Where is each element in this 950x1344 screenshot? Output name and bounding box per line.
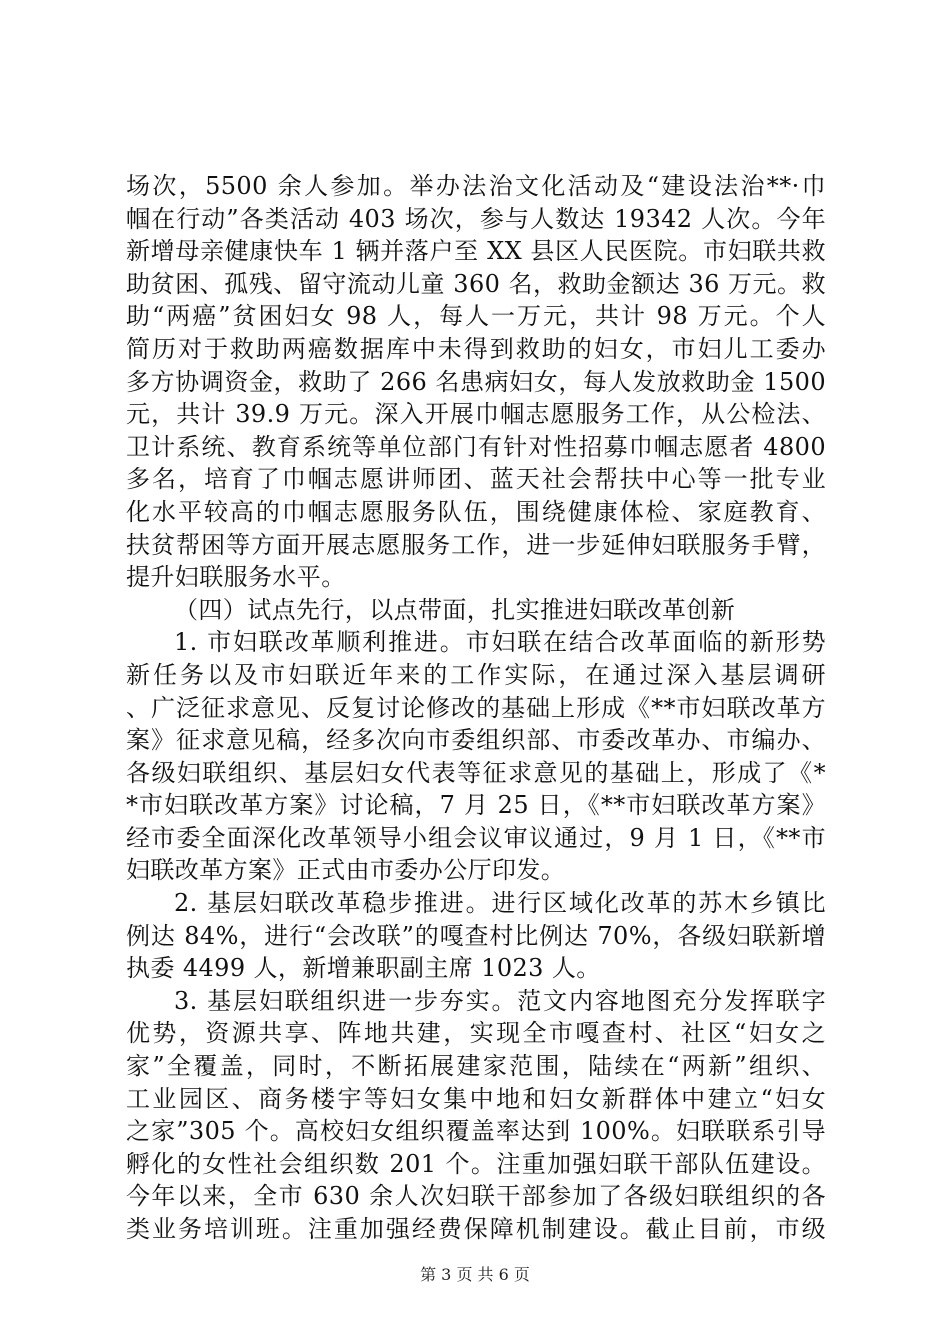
- text-line: 元，共计 39.9 万元。深入开展巾帼志愿服务工作，从公检法、: [126, 400, 826, 429]
- text-line: 扶贫帮困等方面开展志愿服务工作，进一步延伸妇联服务手臂，: [126, 530, 826, 559]
- text-line: 化水平较高的巾帼志愿服务队伍，围绕健康体检、家庭教育、: [126, 497, 826, 526]
- text-line: 孵化的女性社会组织数 201 个。注重加强妇联干部队伍建设。: [126, 1149, 826, 1178]
- text-line: 类业务培训班。注重加强经费保障机制建设。截止目前，市级: [126, 1215, 826, 1243]
- text-line: 、广泛征求意见、反复讨论修改的基础上形成《**市妇联改革方: [126, 693, 826, 722]
- text-line: 卫计系统、教育系统等单位部门有针对性招募巾帼志愿者 4800: [126, 432, 826, 461]
- text-line: 场次，5500 余人参加。举办法治文化活动及“建设法治**·巾: [126, 172, 826, 200]
- text-line: 家”全覆盖，同时，不断拓展建家范围，陆续在“两新”组织、: [126, 1052, 826, 1081]
- text-line: 提升妇联服务水平。: [126, 563, 346, 592]
- text-line: 优势，资源共享、阵地共建，实现全市嘎查村、社区“妇女之: [126, 1019, 826, 1048]
- text-line: *市妇联改革方案》讨论稿，7 月 25 日，《**市妇联改革方案》: [126, 791, 826, 820]
- text-line: 妇联改革方案》正式由市委办公厅印发。: [126, 856, 566, 885]
- text-line: 3. 基层妇联组织进一步夯实。范文内容地图充分发挥联字: [174, 986, 826, 1015]
- text-line: 案》征求意见稿，经多次向市委组织部、市委改革办、市编办、: [126, 726, 826, 755]
- text-line: 之家”305 个。高校妇女组织覆盖率达到 100%。妇联联系引导: [126, 1117, 826, 1146]
- text-line: 助“两癌”贫困妇女 98 人，每人一万元，共计 98 万元。个人: [126, 302, 826, 331]
- page-footer: 第 3 页 共 6 页: [420, 1265, 530, 1284]
- text-line: 例达 84%，进行“会改联”的嘎查村比例达 70%，各级妇联新增: [126, 921, 826, 950]
- text-line: 执委 4499 人，新增兼职副主席 1023 人。: [126, 954, 601, 983]
- text-line: 2. 基层妇联改革稳步推进。进行区域化改革的苏木乡镇比: [174, 889, 826, 918]
- text-line: 帼在行动”各类活动 403 场次，参与人数达 19342 人次。今年: [126, 204, 826, 233]
- text-line: 各级妇联组织、基层妇女代表等征求意见的基础上，形成了《*: [126, 758, 826, 787]
- text-line: 助贫困、孤残、留守流动儿童 360 名，救助金额达 36 万元。救: [126, 269, 826, 298]
- text-line: 工业园区、商务楼宇等妇女集中地和妇女新群体中建立“妇女: [126, 1084, 826, 1113]
- text-line: （四）试点先行，以点带面，扎实推进妇联改革创新: [174, 595, 736, 624]
- text-line: 1. 市妇联改革顺利推进。市妇联在结合改革面临的新形势: [174, 628, 826, 657]
- text-line: 新任务以及市妇联近年来的工作实际，在通过深入基层调研: [126, 660, 826, 689]
- text-line: 多方协调资金，救助了 266 名患病妇女，每人发放救助金 1500: [126, 367, 826, 396]
- text-line: 今年以来，全市 630 余人次妇联干部参加了各级妇联组织的各: [126, 1182, 826, 1211]
- text-line: 经市委全面深化改革领导小组会议审议通过，9 月 1 日，《**市: [126, 823, 826, 852]
- text-line: 简历对于救助两癌数据库中未得到救助的妇女，市妇儿工委办: [126, 334, 826, 363]
- document-body: [126, 170, 826, 1246]
- text-line: 多名，培育了巾帼志愿讲师团、蓝天社会帮扶中心等一批专业: [126, 465, 826, 494]
- text-line: 新增母亲健康快车 1 辆并落户至 XX 县区人民医院。市妇联共救: [126, 237, 826, 266]
